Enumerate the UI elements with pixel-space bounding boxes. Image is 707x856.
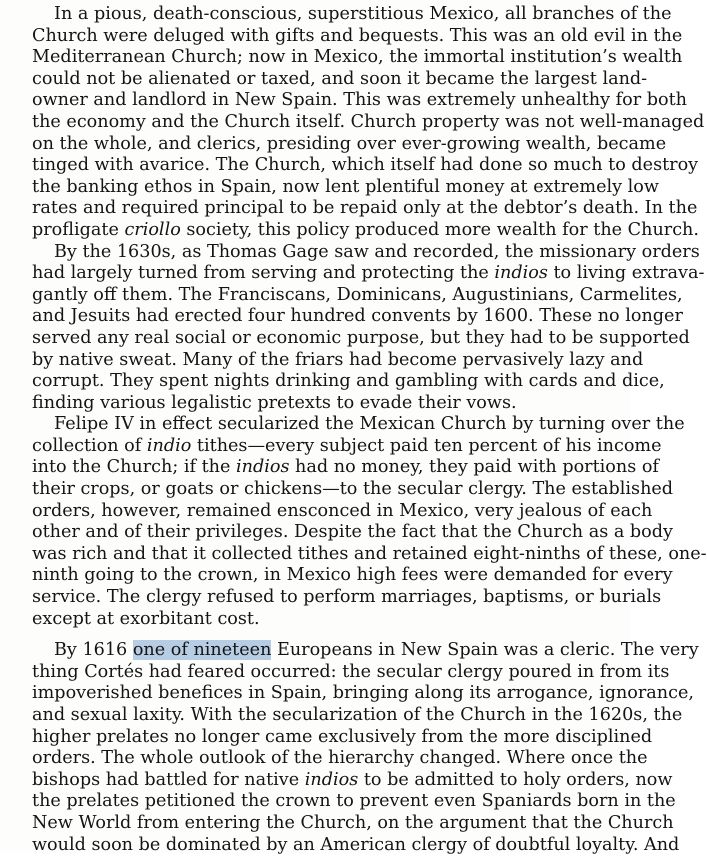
text-line: ninth going to the crown, in Mexico high fees were demanded for every [32, 565, 673, 586]
italic-word: criollo [124, 219, 181, 240]
text-line: In a pious, death-conscious, superstitious Mexico, all branches of the [54, 4, 672, 24]
text-line: higher prelates no longer came exclusively from the more disciplined [32, 726, 653, 747]
italic-word: indios [494, 263, 548, 284]
text-line: would soon be dominated by an American clergy of doubtful loyalty. And [32, 834, 680, 855]
text-line: orders, however, remained ensconced in Mexico, very jealous of each [32, 500, 653, 521]
text-line: into the Church; if the indios had no money, they paid with portions of [32, 457, 659, 478]
text-line: bishops had battled for native indios to be admitted to holy orders, now [32, 769, 673, 790]
text-line: by native sweat. Many of the friars had become pervasively lazy and [32, 349, 644, 370]
italic-word: indios [236, 457, 290, 478]
text-line: By the 1630s, as Thomas Gage saw and recorded, the missionary orders [54, 241, 700, 262]
text-line: owner and landlord in New Spain. This was extremely unhealthy for both [32, 90, 688, 111]
text-line: New World from entering the Church, on the argument that the Church [32, 812, 674, 833]
text-line: Felipe IV in effect secularized the Mexican Church by turning over the [54, 414, 685, 435]
body-text [32, 4, 707, 856]
text-line: corrupt. They spent nights drinking and gambling with cards and dice, [32, 371, 665, 392]
paragraph-felipe-iv [32, 414, 707, 630]
text-line: the prelates petitioned the crown to prevent even Spaniards born in the [32, 791, 676, 812]
italic-word: indios [304, 769, 359, 790]
text-line: other and of their privileges. Despite the fact that the Church as a body [32, 522, 673, 543]
text-line: except at exorbitant cost. [32, 608, 260, 629]
text-line: Mediterranean Church; now in Mexico, the immortal institution’s wealth [32, 47, 683, 68]
text-line: impoverished benefices in Spain, bringing along its arrogance, ignorance, [32, 683, 694, 704]
text-line: Church were deluged with gifts and bequests. This was an old evil in the [32, 25, 683, 46]
text-line: thing Cortés had feared occurred: the secular clergy poured in from its [32, 661, 670, 682]
text-line: and Jesuits had erected four hundred convents by 1600. These no longer [32, 306, 683, 327]
text-line: was rich and that it collected tithes and retained eight-ninths of these, one- [32, 543, 707, 564]
text-line: had largely turned from serving and protecting the indios to living extrava- [32, 263, 705, 284]
text-line: tinged with avarice. The Church, which itself had done so much to destroy [32, 155, 699, 176]
paragraph-missionary-orders [32, 241, 705, 415]
text-selection-highlight[interactable]: one of nineteen [132, 640, 272, 661]
text-line: rates and required principal to be repaid only at the debtor’s death. In the [32, 198, 698, 219]
selected-text-line[interactable]: By 1616 one of nineteen Europeans in New Spain was a cleric. The very [54, 640, 699, 661]
text-line: could not be alienated or taxed, and soon it became the largest land- [32, 68, 648, 89]
text-line: collection of indio tithes—every subject paid ten percent of his income [32, 435, 662, 456]
text-line: their crops, or goats or chickens—to the secular clergy. The established [32, 479, 674, 500]
text-line: on the whole, and clerics, presiding over ever-growing wealth, became [32, 133, 667, 154]
text-line: gantly off them. The Franciscans, Dominicans, Augustinians, Carmelites, [32, 284, 683, 305]
text-line: the banking ethos in Spain, now lent plentiful money at extremely low [32, 176, 659, 197]
paragraph-clergy-1616 [32, 640, 699, 856]
text-line: the economy and the Church itself. Church property was not well-managed [32, 111, 705, 132]
italic-word: indio [146, 435, 192, 456]
text-line: finding various legalistic pretexts to evade their vows. [32, 392, 517, 413]
text-line: orders. The whole outlook of the hierarchy changed. Where once the [32, 748, 648, 769]
text-line: and sexual laxity. With the secularization of the Church in the 1620s, the [32, 705, 683, 725]
text-line: served any real social or economic purpose, but they had to be supported [32, 327, 690, 348]
text-line: service. The clergy refused to perform marriages, baptisms, or burials [32, 587, 662, 608]
text-line: profligate criollo society, this policy produced more wealth for the Church. [32, 219, 699, 240]
paragraph-church-wealth [32, 4, 705, 242]
